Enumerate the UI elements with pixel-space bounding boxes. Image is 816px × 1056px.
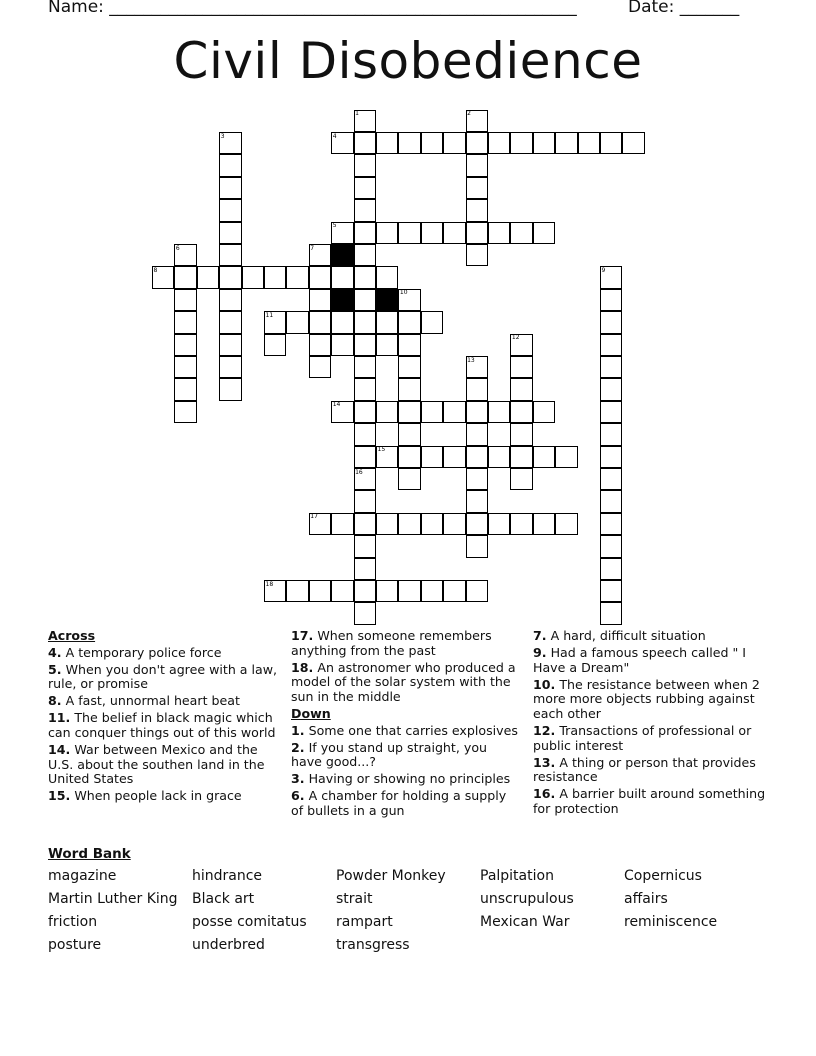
down-clue: 3. Having or showing no principles <box>291 771 511 787</box>
crossword-cell[interactable] <box>376 132 398 154</box>
crossword-cell[interactable] <box>510 356 532 378</box>
crossword-cell[interactable] <box>488 446 510 468</box>
crossword-cell[interactable] <box>354 513 376 535</box>
clue-number: 17 <box>310 513 318 521</box>
crossword-cell[interactable] <box>331 513 353 535</box>
crossword-cell[interactable] <box>398 446 420 468</box>
date-field-label: Date: _______ <box>628 0 740 17</box>
crossword-cell[interactable] <box>600 378 622 400</box>
crossword-cell[interactable] <box>354 446 376 468</box>
crossword-block <box>376 289 398 311</box>
crossword-cell[interactable] <box>466 468 488 490</box>
word-bank-item: rampart <box>336 914 393 930</box>
crossword-cell[interactable] <box>354 401 376 423</box>
crossword-cell[interactable] <box>376 266 398 288</box>
word-bank-item: Copernicus <box>624 868 702 884</box>
crossword-cell[interactable] <box>309 580 331 602</box>
clue-number: 2 <box>467 110 471 118</box>
crossword-cell[interactable] <box>533 513 555 535</box>
across-clue: 14. War between Mexico and the U.S. about the southen land in the United States <box>48 742 265 787</box>
crossword-cell[interactable] <box>309 356 331 378</box>
crossword-cell[interactable] <box>398 334 420 356</box>
clue-number: 3 <box>220 132 225 140</box>
word-bank-item: Martin Luther King <box>48 891 178 907</box>
crossword-cell[interactable] <box>354 558 376 580</box>
down-clue: 9. Had a famous speech called " I Have a Dream" <box>533 645 747 675</box>
crossword-cell[interactable] <box>600 580 622 602</box>
crossword-cell[interactable] <box>264 334 286 356</box>
crossword-cell[interactable] <box>398 468 420 490</box>
crossword-cell[interactable] <box>578 132 600 154</box>
crossword-cell[interactable] <box>286 266 308 288</box>
down-clue: 7. A hard, difficult situation <box>533 628 706 643</box>
crossword-cell[interactable] <box>376 580 398 602</box>
crossword-cell[interactable] <box>488 401 510 423</box>
crossword-cell[interactable] <box>354 289 376 311</box>
crossword-cell[interactable] <box>600 446 622 468</box>
crossword-cell[interactable] <box>398 401 420 423</box>
crossword-cell[interactable] <box>398 132 420 154</box>
crossword-cell[interactable] <box>354 423 376 445</box>
crossword-cell[interactable] <box>466 513 488 535</box>
crossword-cell[interactable] <box>421 513 443 535</box>
word-bank-item: transgress <box>336 937 410 953</box>
crossword-cell[interactable] <box>174 356 196 378</box>
crossword-cell[interactable] <box>242 266 264 288</box>
crossword-cell[interactable] <box>600 401 622 423</box>
crossword-cell[interactable] <box>174 401 196 423</box>
crossword-cell[interactable] <box>466 378 488 400</box>
crossword-cell[interactable] <box>443 446 465 468</box>
word-bank-item: strait <box>336 891 373 907</box>
crossword-cell[interactable] <box>533 401 555 423</box>
clue-number: 10 <box>399 289 408 297</box>
down-clue: 13. A thing or person that provides resistance <box>533 754 756 785</box>
clue-column-1 <box>48 629 283 807</box>
word-bank-item: affairs <box>624 891 668 907</box>
crossword-cell[interactable] <box>600 468 622 490</box>
word-bank-item: Black art <box>192 891 255 907</box>
crossword-cell[interactable] <box>600 289 622 311</box>
crossword-cell[interactable] <box>219 199 241 221</box>
crossword-block <box>331 244 353 266</box>
crossword-cell[interactable] <box>354 356 376 378</box>
crossword-cell[interactable] <box>376 401 398 423</box>
crossword-cell[interactable] <box>600 356 622 378</box>
down-heading: Down <box>291 705 331 721</box>
word-bank-heading: Word Bank <box>48 846 131 862</box>
crossword-cell[interactable] <box>421 222 443 244</box>
crossword-cell[interactable] <box>421 580 443 602</box>
word-bank-item: Palpitation <box>480 868 554 884</box>
across-clue: 11. The belief in black magic which can conquer things out of this world <box>48 710 276 741</box>
crossword-cell[interactable] <box>488 132 510 154</box>
crossword-cell[interactable] <box>600 558 622 580</box>
crossword-cell[interactable] <box>197 266 219 288</box>
crossword-cell[interactable] <box>331 334 353 356</box>
clue-number: 13 <box>467 356 475 364</box>
down-clue: 10. The resistance between when 2 more more objects rubbing against each other <box>533 676 760 721</box>
word-bank-item: Mexican War <box>480 914 570 930</box>
crossword-cell[interactable] <box>354 177 376 199</box>
crossword-cell[interactable] <box>354 222 376 244</box>
crossword-cell[interactable] <box>466 490 488 512</box>
clue-number: 14 <box>332 401 341 409</box>
crossword-cell[interactable] <box>600 513 622 535</box>
crossword-cell[interactable] <box>398 513 420 535</box>
crossword-cell[interactable] <box>555 513 577 535</box>
across-clue: 8. A fast, unnormal heart beat <box>48 693 240 709</box>
crossword-cell[interactable] <box>466 244 488 266</box>
clue-number: 1 <box>355 110 359 118</box>
crossword-cell[interactable] <box>309 289 331 311</box>
crossword-cell[interactable] <box>488 222 510 244</box>
crossword-cell[interactable] <box>466 401 488 423</box>
crossword-cell[interactable] <box>600 490 622 512</box>
crossword-cell[interactable] <box>219 266 241 288</box>
clue-number: 4 <box>332 132 337 140</box>
across-clue: 17. When someone remembers anything from the past <box>291 628 492 658</box>
crossword-cell[interactable] <box>354 154 376 176</box>
down-clue: 12. Transactions of professional or public interest <box>533 723 752 753</box>
crossword-cell[interactable] <box>466 580 488 602</box>
crossword-cell[interactable] <box>555 132 577 154</box>
crossword-cell[interactable] <box>443 132 465 154</box>
crossword-cell[interactable] <box>398 378 420 400</box>
crossword-cell[interactable] <box>533 222 555 244</box>
crossword-cell[interactable] <box>286 580 308 602</box>
crossword-cell[interactable] <box>443 513 465 535</box>
crossword-cell[interactable] <box>174 266 196 288</box>
crossword-cell[interactable] <box>354 378 376 400</box>
crossword-cell[interactable] <box>510 468 532 490</box>
crossword-cell[interactable] <box>354 311 376 333</box>
crossword-cell[interactable] <box>600 334 622 356</box>
crossword-cell[interactable] <box>510 423 532 445</box>
crossword-cell[interactable] <box>286 311 308 333</box>
across-heading: Across <box>48 628 96 643</box>
crossword-cell[interactable] <box>219 311 241 333</box>
crossword-cell[interactable] <box>174 289 196 311</box>
crossword-cell[interactable] <box>466 177 488 199</box>
crossword-cell[interactable] <box>555 446 577 468</box>
crossword-cell[interactable] <box>466 222 488 244</box>
crossword-cell[interactable] <box>219 378 241 400</box>
crossword-cell[interactable] <box>174 334 196 356</box>
crossword-cell[interactable] <box>510 132 532 154</box>
crossword-cell[interactable] <box>354 602 376 624</box>
crossword-cell[interactable] <box>398 311 420 333</box>
crossword-cell[interactable] <box>398 423 420 445</box>
crossword-cell[interactable] <box>510 446 532 468</box>
clue-number: 7 <box>310 244 315 252</box>
clue-column-3 <box>533 629 768 819</box>
crossword-cell[interactable] <box>510 401 532 423</box>
clue-number: 9 <box>601 266 606 274</box>
crossword-cell[interactable] <box>264 266 286 288</box>
crossword-cell[interactable] <box>466 132 488 154</box>
crossword-cell[interactable] <box>533 132 555 154</box>
crossword-cell[interactable] <box>398 356 420 378</box>
crossword-cell[interactable] <box>219 222 241 244</box>
clue-number: 16 <box>355 468 363 476</box>
crossword-cell[interactable] <box>219 177 241 199</box>
crossword-cell[interactable] <box>376 311 398 333</box>
crossword-cell[interactable] <box>466 535 488 557</box>
word-bank-item: friction <box>48 914 98 930</box>
crossword-cell[interactable] <box>488 513 510 535</box>
crossword-cell[interactable] <box>421 311 443 333</box>
crossword-cell[interactable] <box>421 446 443 468</box>
crossword-cell[interactable] <box>466 199 488 221</box>
crossword-cell[interactable] <box>600 602 622 624</box>
word-bank-item: hindrance <box>192 868 263 884</box>
crossword-cell[interactable] <box>510 513 532 535</box>
crossword-cell[interactable] <box>600 535 622 557</box>
crossword-cell[interactable] <box>600 311 622 333</box>
crossword-cell[interactable] <box>354 266 376 288</box>
down-clue: 2. If you stand up straight, you have good...? <box>291 739 487 770</box>
crossword-cell[interactable] <box>219 154 241 176</box>
crossword-cell[interactable] <box>354 244 376 266</box>
crossword-cell[interactable] <box>309 334 331 356</box>
crossword-cell[interactable] <box>331 311 353 333</box>
crossword-cell[interactable] <box>466 446 488 468</box>
crossword-cell[interactable] <box>421 401 443 423</box>
crossword-cell[interactable] <box>376 513 398 535</box>
crossword-cell[interactable] <box>331 266 353 288</box>
word-bank-item: Powder Monkey <box>336 868 446 884</box>
crossword-cell[interactable] <box>354 535 376 557</box>
across-clue: 15. When people lack in grace <box>48 788 242 804</box>
crossword-cell[interactable] <box>354 580 376 602</box>
crossword-cell[interactable] <box>622 132 644 154</box>
crossword-cell[interactable] <box>354 199 376 221</box>
clue-number: 11 <box>265 311 274 319</box>
word-bank-item: unscrupulous <box>480 891 574 907</box>
crossword-cell[interactable] <box>376 334 398 356</box>
crossword-cell[interactable] <box>309 266 331 288</box>
across-clue: 18. An astronomer who produced a model of the solar system with the sun in the middle <box>291 659 516 704</box>
crossword-cell[interactable] <box>466 423 488 445</box>
name-field-label: Name: _______________________________________________________ <box>48 0 577 17</box>
crossword-cell[interactable] <box>398 580 420 602</box>
word-bank-item: posse comitatus <box>192 914 307 930</box>
crossword-cell[interactable] <box>600 132 622 154</box>
crossword-cell[interactable] <box>443 222 465 244</box>
across-clue: 5. When you don't agree with a law, rule, or promise <box>48 661 278 692</box>
crossword-cell[interactable] <box>354 490 376 512</box>
down-clue: 1. Some one that carries explosives <box>291 722 518 738</box>
across-clue: 4. A temporary police force <box>48 644 222 660</box>
crossword-cell[interactable] <box>421 132 443 154</box>
crossword-cell[interactable] <box>174 378 196 400</box>
crossword-cell[interactable] <box>510 378 532 400</box>
crossword-cell[interactable] <box>219 289 241 311</box>
crossword-cell[interactable] <box>354 334 376 356</box>
word-bank-item: posture <box>48 937 102 953</box>
clue-number: 12 <box>511 334 520 342</box>
crossword-cell[interactable] <box>398 222 420 244</box>
clue-number: 8 <box>153 266 158 274</box>
word-bank-item: underbred <box>192 937 265 953</box>
clue-number: 18 <box>265 580 274 588</box>
down-clue: 6. A chamber for holding a supply of bullets in a gun <box>291 788 507 819</box>
clue-number: 15 <box>377 446 386 454</box>
crossword-cell[interactable] <box>219 244 241 266</box>
page-title: Civil Disobedience <box>173 32 643 90</box>
crossword-cell[interactable] <box>376 222 398 244</box>
crossword-cell[interactable] <box>443 580 465 602</box>
word-bank-item: reminiscence <box>624 914 718 930</box>
clue-number: 6 <box>175 244 180 252</box>
crossword-cell[interactable] <box>354 132 376 154</box>
crossword-cell[interactable] <box>466 154 488 176</box>
crossword-cell[interactable] <box>533 446 555 468</box>
crossword-cell[interactable] <box>331 580 353 602</box>
crossword-cell[interactable] <box>219 356 241 378</box>
crossword-cell[interactable] <box>600 423 622 445</box>
crossword-cell[interactable] <box>510 222 532 244</box>
clue-number: 5 <box>332 222 337 230</box>
clue-column-2 <box>291 629 521 821</box>
word-bank-item: magazine <box>48 868 117 884</box>
crossword-cell[interactable] <box>309 311 331 333</box>
crossword-block <box>331 289 353 311</box>
crossword-cell[interactable] <box>219 334 241 356</box>
down-clue: 16. A barrier built around something for protection <box>533 786 766 817</box>
crossword-cell[interactable] <box>174 311 196 333</box>
crossword-cell[interactable] <box>443 401 465 423</box>
